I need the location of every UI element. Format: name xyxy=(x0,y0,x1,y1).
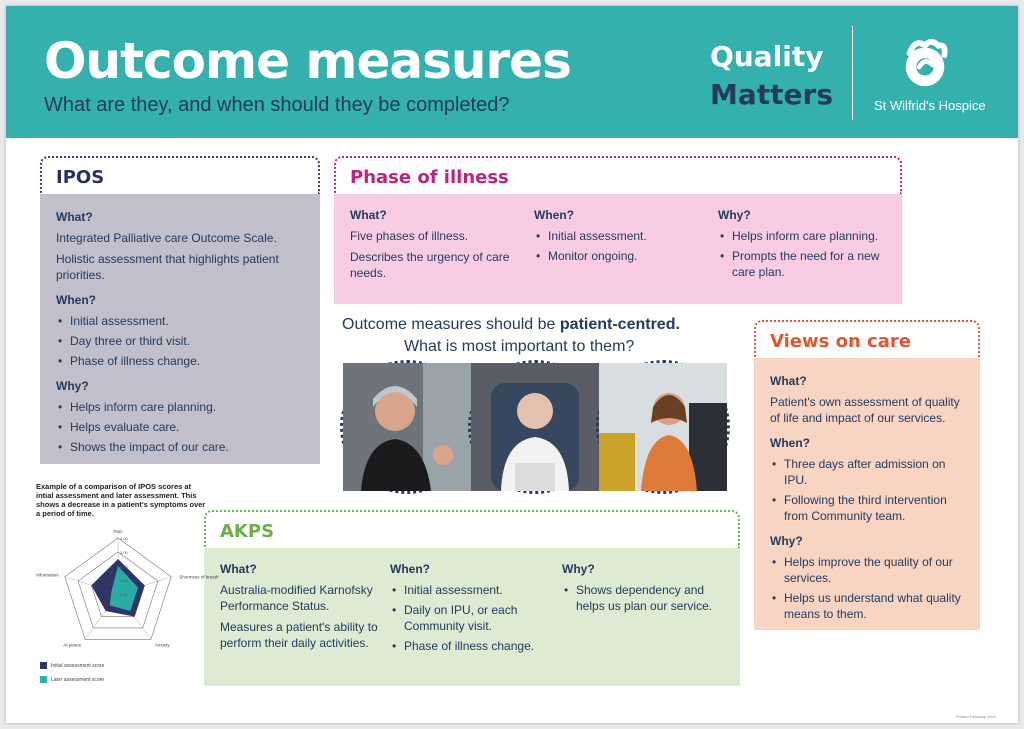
hospice-name: St Wilfrid's Hospice xyxy=(874,98,986,113)
legend-initial-swatch xyxy=(40,662,47,669)
patient-photo-3-image xyxy=(599,363,727,491)
ipos-title: IPOS xyxy=(56,167,105,188)
poster xyxy=(6,6,1018,723)
akps-card-header xyxy=(204,510,740,548)
radar-caption: Example of a comparison of IPOS scores at intial assessment and later assessment. This shows a decrease in a patient's symptoms over a period of time. xyxy=(36,482,206,518)
ipos-card-header xyxy=(40,156,320,194)
akps-card-body xyxy=(204,548,740,686)
akps-card xyxy=(204,510,740,686)
radar-tick-label: 4.00 xyxy=(120,536,128,541)
radar-axis-label: Information xyxy=(36,572,59,578)
phase-why-heading: Why? xyxy=(718,208,751,222)
patient-photo-3 xyxy=(596,360,730,494)
page-subtitle: What are they, and when should they be completed? xyxy=(44,94,510,116)
phase-what-column xyxy=(350,208,526,286)
radar-tick-label: 0.00 xyxy=(120,592,128,597)
akps-what-text-2: Measures a patient's ability to perform their daily activities. xyxy=(220,620,378,650)
radar-axis-label: Shortness of breath xyxy=(179,574,219,580)
phase-when-list xyxy=(534,228,704,264)
list-item: • Initial assessment. xyxy=(56,313,304,329)
views-what-heading: What? xyxy=(770,374,807,388)
phase-what-heading: What? xyxy=(350,208,387,222)
ipos-radar-chart xyxy=(28,522,219,662)
legend-later xyxy=(40,676,104,683)
akps-when-list xyxy=(390,582,554,654)
phase-what-text-1: Five phases of illness. xyxy=(350,229,469,243)
phase-title: Phase of illness xyxy=(350,167,509,188)
akps-why-column xyxy=(562,562,730,624)
phase-of-illness-card xyxy=(334,156,902,304)
legend-later-swatch xyxy=(40,676,47,683)
list-item: • Initial assessment. xyxy=(390,582,554,598)
legend-initial xyxy=(40,662,104,669)
header-banner xyxy=(6,6,1018,138)
patient-photo-1-image xyxy=(343,363,471,491)
phase-why-column xyxy=(718,208,894,290)
list-item: • Three days after admission on IPU. xyxy=(770,456,964,488)
akps-when-heading: When? xyxy=(390,562,430,576)
list-item: • Helps improve the quality of our services. xyxy=(770,554,964,586)
phase-card-header xyxy=(334,156,902,194)
header-divider xyxy=(852,26,853,120)
radar-tick-label: 2.00 xyxy=(120,564,128,569)
phase-card-body xyxy=(334,194,902,304)
list-item: • Helps evaluate care. xyxy=(56,419,304,435)
views-why-heading: Why? xyxy=(770,534,803,548)
list-item: • Initial assessment. xyxy=(534,228,704,244)
radar-axis-label: Pain xyxy=(113,529,123,534)
list-item: • Day three or third visit. xyxy=(56,333,304,349)
phase-what-text-2: Describes the urgency of care needs. xyxy=(350,250,510,280)
akps-why-list xyxy=(562,582,730,614)
views-title: Views on care xyxy=(770,331,911,352)
list-item: • Helps us understand what quality means to them. xyxy=(770,590,964,622)
list-item: • Monitor ongoing. xyxy=(534,248,704,264)
akps-what-text-1: Australia-modified Karnofsky Performance Status. xyxy=(220,583,373,613)
akps-what-heading: What? xyxy=(220,562,257,576)
list-item: • Shows dependency and helps us plan our service. xyxy=(562,582,730,614)
list-item: • Helps inform care planning. xyxy=(718,228,894,244)
message-emphasis: patient-centred. xyxy=(559,316,680,333)
print-footnote: Printed February 2024 xyxy=(956,714,996,719)
views-on-care-card xyxy=(754,320,980,630)
ipos-what-heading: What? xyxy=(56,210,93,224)
patient-centred-message xyxy=(342,316,680,334)
akps-when-column xyxy=(390,562,554,664)
patient-centred-question: What is most important to them? xyxy=(404,338,635,355)
radar-tick-label: 1.00 xyxy=(120,578,128,583)
list-item: • Following the third intervention from Community team. xyxy=(770,492,964,524)
ipos-card xyxy=(40,156,320,464)
list-item: • Phase of illness change. xyxy=(390,638,554,654)
views-why-list xyxy=(770,554,964,622)
ipos-what-text-2: Holistic assessment that highlights patient priorities. xyxy=(56,252,279,282)
akps-why-heading: Why? xyxy=(562,562,595,576)
patient-photo-2 xyxy=(468,360,602,494)
ipos-card-body xyxy=(40,194,320,464)
phase-when-column xyxy=(534,208,704,274)
list-item: • Daily on IPU, or each Community visit. xyxy=(390,602,554,634)
list-item: • Helps inform care planning. xyxy=(56,399,304,415)
radar-axis-label: At peace xyxy=(63,642,82,648)
patient-photo-1 xyxy=(340,360,474,494)
list-item: • Prompts the need for a new care plan. xyxy=(718,248,894,280)
akps-what-column xyxy=(220,562,388,656)
quality-matters-line2: Matters xyxy=(710,78,833,111)
views-when-heading: When? xyxy=(770,436,810,450)
page-title: Outcome measures xyxy=(44,32,571,90)
legend-initial-label: Initial assessment score xyxy=(51,662,105,669)
views-what-text: Patient's own assessment of quality of life and impact of our services. xyxy=(770,395,960,425)
views-card-body xyxy=(754,358,980,630)
ipos-when-list xyxy=(56,313,304,369)
ipos-why-list xyxy=(56,399,304,455)
ipos-what-text-1: Integrated Palliative care Outcome Scale. xyxy=(56,231,277,245)
ipos-when-heading: When? xyxy=(56,293,96,307)
views-card-header xyxy=(754,320,980,358)
list-item: • Shows the impact of our care. xyxy=(56,439,304,455)
radar-axis-label: Anxiety xyxy=(154,642,170,648)
message-text: Outcome measures should be xyxy=(342,316,560,333)
legend-later-label: Later assessment score xyxy=(51,676,105,683)
views-when-list xyxy=(770,456,964,524)
radar-tick-label: 3.00 xyxy=(120,550,128,555)
hospice-hand-logo-icon xyxy=(896,36,954,92)
quality-matters-line1: Quality xyxy=(710,40,824,73)
phase-why-list xyxy=(718,228,894,280)
patient-photo-2-image xyxy=(471,363,599,491)
akps-title: AKPS xyxy=(220,521,275,542)
ipos-why-heading: Why? xyxy=(56,379,89,393)
list-item: • Phase of illness change. xyxy=(56,353,304,369)
phase-when-heading: When? xyxy=(534,208,574,222)
